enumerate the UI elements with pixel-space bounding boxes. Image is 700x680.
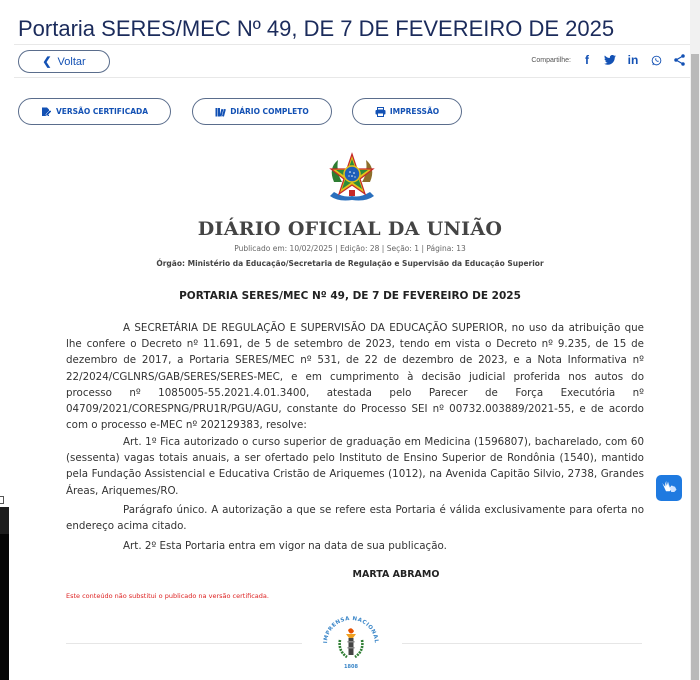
- logo-year: 1808: [344, 664, 358, 670]
- chevron-left-icon: ❮: [42, 56, 52, 68]
- divider: [14, 44, 690, 45]
- twitter-icon[interactable]: [603, 55, 617, 65]
- signer-name: MARTA ABRAMO: [352, 569, 440, 580]
- background-window-edge: [0, 507, 9, 680]
- certified-version-button[interactable]: [18, 98, 171, 125]
- print-button[interactable]: [352, 98, 462, 125]
- disclaimer-text: Este conteúdo não substitui o publicado na versão certificada.: [66, 592, 269, 600]
- facebook-icon[interactable]: f: [585, 53, 589, 67]
- sole-paragraph: Parágrafo único. A autorização a que se refere esta Portaria é válida exclusivamente para oferta no endereço acima citado.: [66, 504, 644, 533]
- divider: [402, 643, 642, 644]
- whatsapp-icon[interactable]: [649, 55, 663, 66]
- article-1-paragraph: Art. 1º Fica autorizado o curso superior de graduação em Medicina (1596807), bacharelado, com 60 (sessenta) vagas totais anuais, a ser ofertado pelo Instituto de Ensino Superior de Rondônia (1540), mantido pela Fundação Assistencial e Educativa Cristão de Ariquemes (1012), na Avenida Capitão Silvio, 2738, Grandes Áreas, Ariquemes/RO.: [66, 436, 644, 497]
- window-edge-widget: [0, 496, 4, 504]
- books-icon: [215, 107, 226, 117]
- full-diary-label: DIÁRIO COMPLETO: [230, 107, 309, 116]
- preamble-paragraph: A SECRETÁRIA DE REGULAÇÃO E SUPERVISÃO DA EDUCAÇÃO SUPERIOR, no uso da atribuição que lhe confere o Decreto nº 11.691, de 5 de setembro de 2023, tendo em vista o Decreto nº 9.235, de 15 de dezembro de 2017, a Portaria SERES/MEC nº 531, de 22 de dezembro de 2023, e a Nota Informativa nº 22/2024/CGLNRS/GAB/SERES/SERES-MEC, e em cumprimento à decisão judicial proferida nos autos do processo nº 1085005-55.2021.4.01.3400, atestada pelo Parecer de Força Executória nº 04709/2021/CORESPNG/PRU1R/PGU/AGU, constante do Processo SEI nº 00732.003889/2021-55, e de acordo com o processo e-MEC nº 202129383, resolve:: [66, 322, 644, 432]
- scrollbar-thumb[interactable]: [691, 54, 699, 680]
- share-bar: [531, 53, 686, 67]
- share-label: Compartilhe:: [531, 56, 571, 64]
- article-2-paragraph: Art. 2º Esta Portaria entra em vigor na data de sua publicação.: [123, 540, 447, 552]
- page-title: Portaria SERES/MEC Nº 49, DE 7 DE FEVEREIRO DE 2025: [18, 16, 615, 41]
- vertical-scrollbar[interactable]: [690, 0, 700, 680]
- divider: [66, 643, 302, 644]
- issuing-body: Órgão: Ministério da Educação/Secretaria de Regulação e Supervisão da Educação Superior: [156, 259, 544, 268]
- document-heading: PORTARIA SERES/MEC Nº 49, DE 7 DE FEVEREIRO DE 2025: [179, 290, 521, 302]
- certified-version-label: VERSÃO CERTIFICADA: [55, 107, 149, 116]
- imprensa-nacional-logo: [322, 614, 380, 672]
- linkedin-icon[interactable]: in: [627, 53, 639, 67]
- vlibras-accessibility-button[interactable]: [656, 475, 682, 501]
- full-diary-button[interactable]: [192, 98, 332, 125]
- printer-icon: [375, 107, 386, 117]
- divider: [14, 77, 690, 78]
- brazil-coat-of-arms-icon: [324, 152, 380, 208]
- back-button[interactable]: [18, 50, 110, 73]
- publication-info: Publicado em: 10/02/2025 | Edição: 28 | Seção: 1 | Página: 13: [234, 244, 466, 253]
- sign-language-hands-icon: [660, 478, 678, 498]
- certified-doc-icon: [41, 107, 52, 117]
- back-label: Voltar: [57, 55, 86, 68]
- logo-text: IMPRENSA NACIONAL: [322, 615, 380, 644]
- print-label: IMPRESSÃO: [389, 107, 440, 116]
- share-icon[interactable]: [672, 54, 686, 66]
- publication-title: DIÁRIO OFICIAL DA UNIÃO: [197, 218, 503, 240]
